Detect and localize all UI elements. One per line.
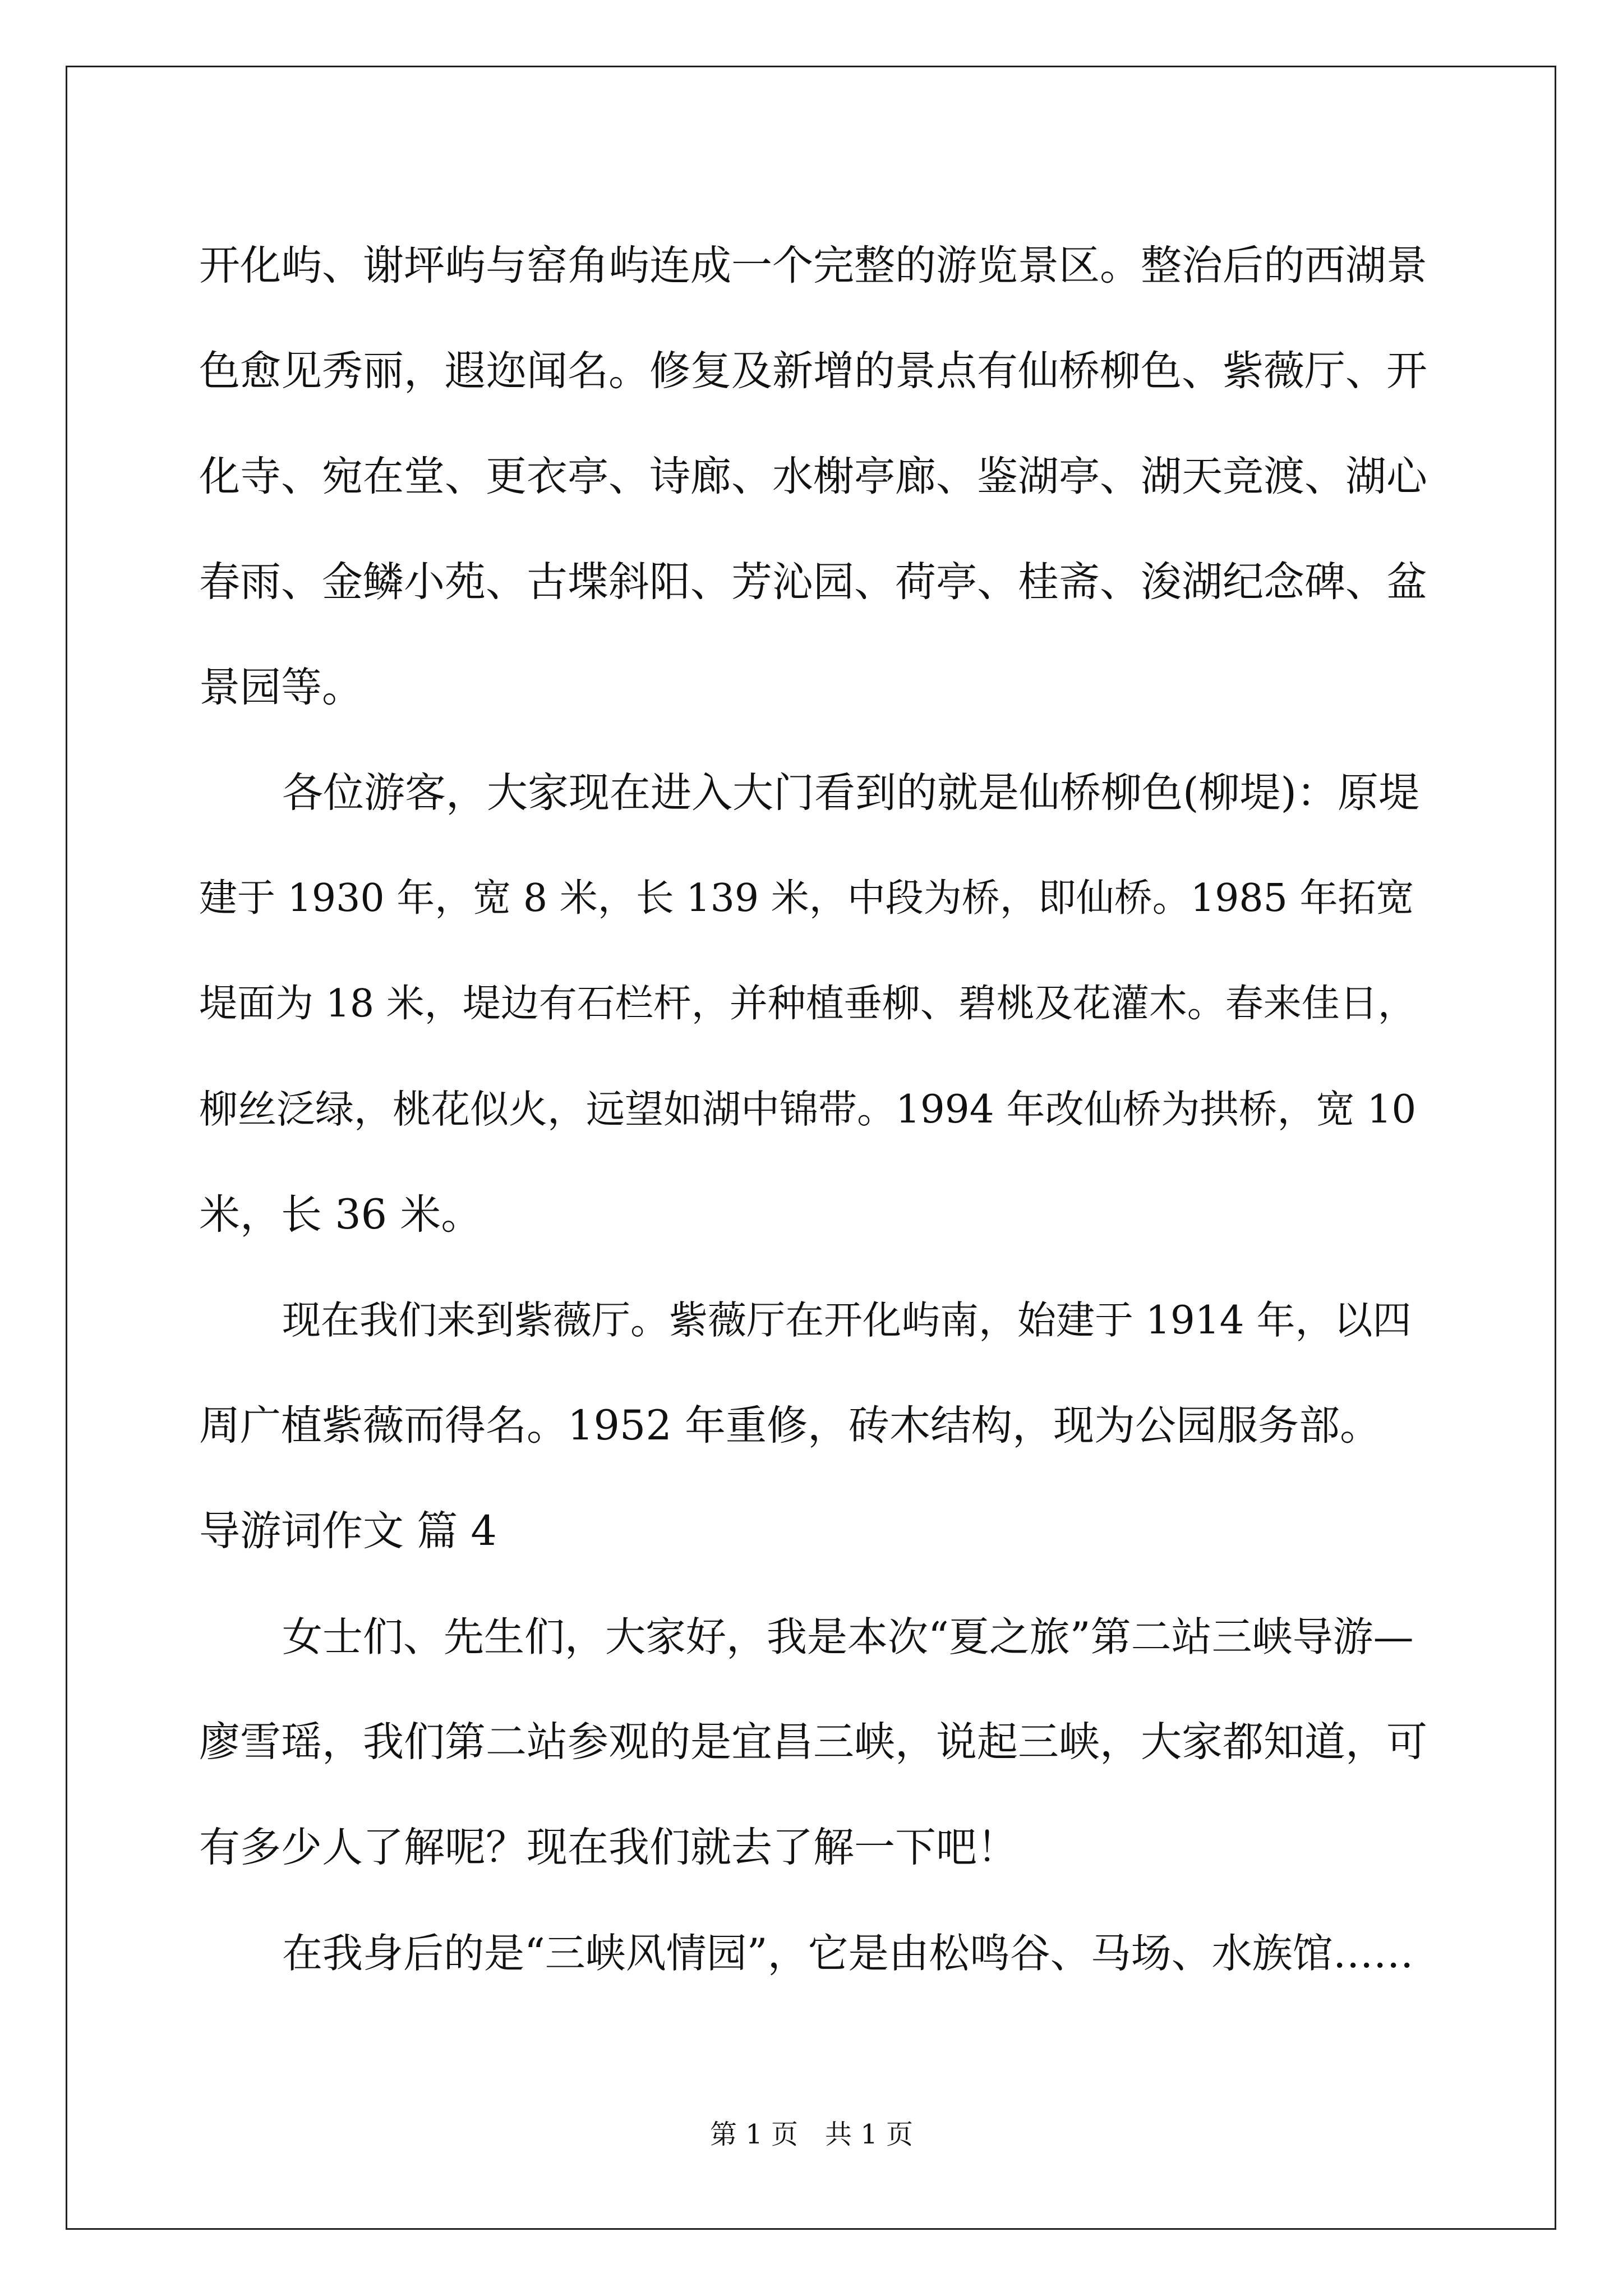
text-line: 周广植紫薇而得名。1952 年重修，砖木结构，现为公园服务部。 — [199, 1402, 1381, 1450]
paragraph-start-line: 各位游客，大家现在进入大门看到的就是仙桥柳色(柳堤)：原堤 — [282, 769, 1419, 817]
text-line: 春雨、金鳞小苑、古堞斜阳、芳沁园、荷亭、桂斋、浚湖纪念碑、盆 — [199, 558, 1427, 606]
text-line: 开化屿、谢坪屿与窑角屿连成一个完整的游览景区。整治后的西湖景 — [199, 242, 1427, 289]
section-heading: 导游词作文 篇 4 — [199, 1507, 497, 1555]
text-line: 色愈见秀丽，遐迩闻名。修复及新增的景点有仙桥柳色、紫薇厅、开 — [199, 347, 1427, 395]
paragraph-start-line: 现在我们来到紫薇厅。紫薇厅在开化屿南，始建于 1914 年，以四 — [282, 1298, 1412, 1343]
text-line: 堤面为 18 米，堤边有石栏杆，并种植垂柳、碧桃及花灌木。春来佳日， — [199, 982, 1416, 1026]
text-line: 景园等。 — [199, 664, 363, 711]
text-line: 米，长 36 米。 — [199, 1191, 482, 1239]
paragraph-start-line: 女士们、先生们，大家好，我是本次“夏之旅”第二站三峡导游— — [282, 1613, 1414, 1660]
text-line: 有多少人了解呢？现在我们就去了解一下吧！ — [199, 1824, 1018, 1871]
page-footer: 第 1 页 共 1 页 — [709, 2119, 914, 2150]
text-line: 柳丝泛绿，桃花似火，远望如湖中锦带。1994 年改仙桥为拱桥，宽 10 — [199, 1087, 1417, 1132]
paragraph-start-line: 在我身后的是“三峡风情园”，它是由松鸣谷、马场、水族馆…… — [282, 1930, 1414, 1977]
text-line: 廖雪瑶，我们第二站参观的是宜昌三峡，说起三峡，大家都知道，可 — [199, 1718, 1427, 1766]
text-line: 化寺、宛在堂、更衣亭、诗廊、水榭亭廊、鉴湖亭、湖天竞渡、湖心 — [199, 453, 1427, 500]
document-body — [199, 213, 1427, 2006]
text-line: 建于 1930 年，宽 8 米，长 139 米，中段为桥，即仙桥。1985 年拓宽 — [199, 876, 1414, 921]
